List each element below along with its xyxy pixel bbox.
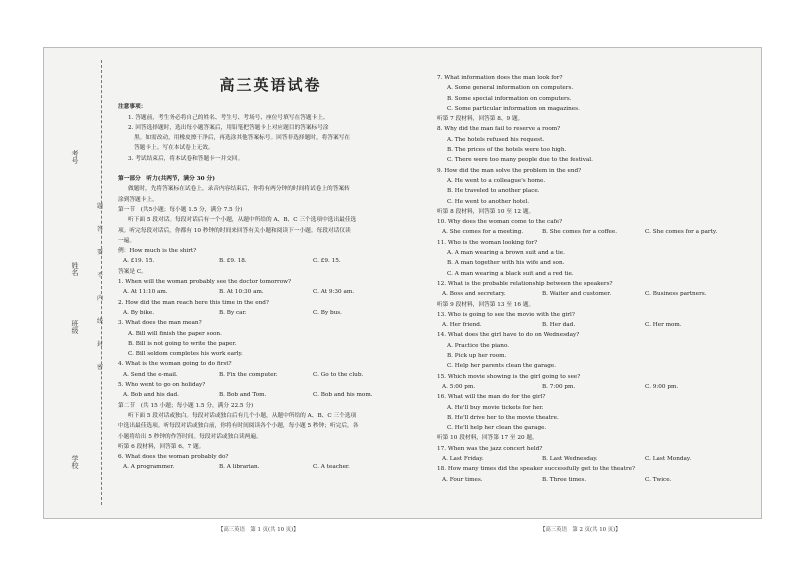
question: 11. Who is the woman looking for? [437, 239, 538, 246]
sec1-intro: 听下面 5 段对话。每段对话后有一个小题，从题中所给的 A、B、C 三个选项中选出最佳选 [128, 217, 357, 224]
name-label: 姓名 [71, 262, 79, 276]
part1-intro: 做题时，先将答案标在试卷上。录音内容结束后，你将有两分钟的时间将试卷上的答案转 [128, 186, 350, 193]
option: B. A librarian. [219, 464, 260, 471]
question: 10. Why does the woman come to the cafe? [437, 219, 563, 226]
question: 7. What information does the man look for? [437, 75, 563, 81]
question-options [118, 462, 423, 472]
example-answer: 答案是 C。 [118, 268, 147, 275]
question-options [437, 454, 757, 464]
option: C. Her mom. [645, 322, 682, 329]
option: A. Her friend. [442, 322, 482, 329]
page-footer-right: 【高三英语 第 2 页(共 10 页)】 [540, 527, 621, 533]
option: A. Some general information on computers. [447, 85, 574, 92]
option: C. Business partners. [645, 291, 707, 298]
notice-item: 3. 考试结束后，将本试卷和答题卡一并交回。 [128, 155, 244, 162]
option: A. 5:00 pm. [442, 383, 476, 390]
right-column [437, 73, 757, 485]
question: 1. When will the woman probably see the doctor tomorrow? [118, 279, 292, 286]
example-options [118, 256, 423, 266]
sec2-heading: 第二节 (共 15 小题；每小题 1.5 分，满分 22.5 分) [118, 402, 254, 409]
binder-char: 封 [96, 341, 103, 348]
question-options [437, 289, 757, 299]
option: C. Help her parents clean the garage. [447, 363, 557, 370]
option: A. Bob and his dad. [123, 392, 179, 399]
question: 8. Why did the man fail to reserve a room? [437, 126, 561, 133]
option: B. Her dad. [542, 322, 576, 329]
option: B. Pick up her room. [447, 353, 507, 360]
option: B. Bob and Tom. [219, 392, 267, 399]
notice-item: 黑。如需改动，用橡皮擦干净后，再选涂其他答案标号。回答非选择题时，将答案写在 [134, 135, 351, 142]
option: C. Go to the club. [313, 371, 364, 378]
sec2-intro: 小题将给出 5 秒钟的作答时间。每段对话或独白读两遍。 [118, 433, 262, 440]
sec2-intro: 中选出最佳选项。听每段对话或独白前，你将有时间阅读各个小题，每小题 5 秒钟；听完后，各 [118, 423, 359, 430]
question: 12. What is the probable relationship between the speakers? [437, 280, 613, 287]
option: A. Practice the piano. [447, 342, 510, 349]
question-options [437, 475, 757, 485]
option: B. Fix the computer. [219, 371, 278, 378]
binder-char: 不 [96, 272, 103, 279]
question-options [437, 320, 757, 330]
question-options [118, 308, 423, 318]
notice-item: 答题卡上。写在本试卷上无效。 [134, 145, 214, 152]
binder-char: 内 [96, 295, 103, 302]
binder-char: 线 [96, 318, 103, 325]
option: C. A teacher. [313, 464, 350, 471]
question-options [118, 287, 423, 297]
question-options [118, 370, 423, 380]
question: 15. Which movie showing is the girl going to see? [437, 373, 581, 380]
sec1-intro: 一遍。 [118, 237, 136, 244]
option: B. Last Wednesday. [542, 455, 598, 462]
school-label: 学校 [71, 455, 79, 469]
page-footer-left: 【高三英语 第 1 页(共 10 页)】 [218, 527, 299, 533]
option: B. At 10:30 am. [219, 289, 264, 296]
option: C. She comes for a party. [645, 229, 718, 236]
binder-char: 要 [96, 249, 103, 256]
binder-char: 密 [96, 364, 103, 371]
option: C. He went to another hotel. [447, 198, 530, 205]
option: A. Send the e-mail. [123, 371, 178, 378]
question: 18. How many times did the speaker successfully get to the theatre? [437, 466, 636, 473]
option: B. A man together with his wife and son. [447, 260, 565, 267]
option: C. There were too many people due to the festival. [447, 157, 593, 164]
question: 9. How did the man solve the problem in the end? [437, 167, 582, 174]
question: 6. What does the woman probably do? [118, 454, 229, 461]
option: B. She comes for a coffee. [542, 229, 618, 236]
option: B. Bill is not going to write the paper. [128, 340, 237, 347]
question-options [437, 382, 757, 392]
left-column [118, 76, 423, 473]
option: B. Some special information on computers. [447, 95, 572, 102]
option: A. He'll buy movie tickets for her. [447, 404, 544, 411]
question: 14. What does the girl have to do on Wednesday? [437, 332, 580, 339]
part1-intro: 涂到答题卡上。 [118, 196, 158, 203]
option: A. £19. 15. [123, 258, 155, 265]
option: C. Last Monday. [645, 455, 692, 462]
material-instruction: 听第 8 段材料，回答第 10 至 12 题。 [437, 208, 535, 215]
option: B. He'll drive her to the movie theatre. [447, 414, 559, 421]
question: 5. Who went to go on holiday? [118, 382, 206, 389]
option: A. Last Friday. [442, 455, 484, 462]
option: C. By bus. [313, 309, 342, 316]
question: 16. What will the man do for the girl? [437, 394, 546, 401]
part1-heading: 第一部分 听力(共两节，满分 30 分) [118, 176, 215, 183]
option: B. He traveled to another place. [447, 188, 540, 195]
option: C. 9:00 pm. [645, 383, 679, 390]
option: A. Four times. [442, 476, 483, 483]
option: B. 7:00 pm. [542, 383, 576, 390]
page-title: 高三英语试卷 [219, 76, 322, 94]
option: A. Bill will finish the paper soon. [128, 330, 222, 337]
option: A. By bike. [123, 309, 155, 316]
option: C. Bob and his mom. [313, 392, 373, 399]
question-options [118, 390, 423, 400]
option: C. £9. 15. [313, 258, 341, 265]
option: A. She comes for a meeting. [442, 229, 524, 236]
option: B. By car. [219, 309, 247, 316]
option: A. The hotels refused his request. [447, 136, 545, 143]
binder-char: 题 [96, 203, 103, 210]
question: 13. Who is going to see the movie with the girl? [437, 311, 575, 318]
question-options [437, 227, 757, 237]
option: A. Boss and secretary. [442, 291, 506, 298]
option: B. The prices of the hotels were too high. [447, 147, 567, 154]
question: 17. When was the jazz concert held? [437, 445, 543, 452]
example-question: 例：How much is the shirt? [118, 248, 197, 255]
notice-item: 2. 回答选择题时，选出每小题答案后，用铅笔把答题卡上对应题目的答案标号涂 [128, 124, 329, 131]
option: B. £9. 18. [219, 258, 247, 265]
option: C. Some particular information on magazines. [447, 105, 580, 112]
material-instruction: 听第 9 段材料，回答第 13 至 16 题。 [437, 301, 535, 308]
exam-number-label: 考号 [71, 150, 79, 164]
spacer [118, 164, 423, 172]
option: A. A programmer. [123, 464, 175, 471]
option: B. Waiter and customer. [542, 291, 612, 298]
option: C. A man wearing a black suit and a red tie. [447, 270, 574, 277]
option: A. A man wearing a brown suit and a tie. [447, 250, 565, 257]
material-instruction: 听第 7 段材料，回答第 8、9 题。 [437, 116, 524, 123]
option: C. Twice. [645, 476, 672, 483]
question: 4. What is the woman going to do first? [118, 361, 232, 368]
binder-char: 答 [96, 226, 103, 233]
question: 3. What does the man mean? [118, 320, 202, 327]
sec2-intro: 听下面 5 段对话或独白。每段对话或独白后有几个小题，从题中所给的 A、B、C 三个选项 [128, 412, 357, 419]
sec1-heading: 第一节 (共5小题；每小题 1.5 分，满分 7.5 分) [118, 206, 243, 213]
option: A. He went to a colleague's home. [447, 177, 546, 184]
option: C. Bill seldom completes his work early. [128, 351, 243, 358]
option: B. Three times. [542, 476, 587, 483]
option: C. At 9:30 am. [313, 289, 355, 296]
material-instruction: 听第 10 段材料，回答第 17 至 20 题。 [437, 435, 538, 442]
question: 2. How did the man reach here this time in the end? [118, 299, 269, 306]
material-instruction: 听第 6 段材料，回答第 6、7 题。 [118, 443, 205, 450]
option: A. At 11:10 am. [123, 289, 168, 296]
notice-heading: 注意事项： [118, 104, 147, 111]
option: C. He'll help her clean the garage. [447, 425, 547, 432]
class-label: 班级 [71, 320, 79, 334]
binder-warning-text [86, 195, 114, 379]
sec1-intro: 项。听完每段对话后，你都有 10 秒钟的时间来回答有关小题和阅读下一小题。每段对话仅读 [118, 227, 351, 234]
notice-item: 1. 答题前，考生务必将自己的姓名、考生号、考场号、座位号填写在答题卡上。 [128, 114, 329, 121]
